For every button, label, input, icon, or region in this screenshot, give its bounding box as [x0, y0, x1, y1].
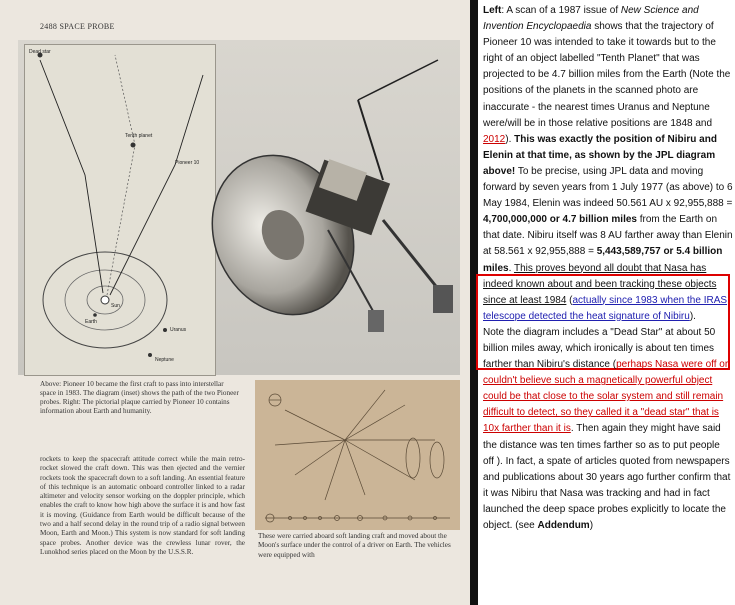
label-uranus: Uranus: [170, 327, 187, 333]
publication-title: New Science and Invention Encyclopaedia: [483, 5, 699, 33]
iras-link[interactable]: actually since 1983 when the IRAS telescope detected the heat signature of Nibiru: [483, 294, 728, 322]
commentary-paragraph-2: [483, 325, 733, 534]
p2-red-statement: perhaps Nasa were off or couldn't believe such a magnetically powerful object could be that close to the solar system and still remain difficult to detect, so they called it a "dead star" that is 10x farther than it is: [483, 359, 729, 435]
spacecraft-svg: [208, 40, 460, 375]
p1-text-f: .: [508, 262, 514, 274]
commentary-paragraph-1: [483, 3, 733, 325]
p1-text-h: ).: [689, 310, 696, 322]
figure-caption: Above: Pioneer 10 became the first craft to pass into interstellar space in 1983. The diagram (inset) shows the path of the two Pioneer probes. Right: The pictorial plaque carried by Pioneer 10 contains information about Earth and humanity.: [40, 380, 239, 415]
p1-text-e: from the Earth on that date. Nibiru itself was 8 AU farther away than Elenin at 58.561 x 92,955,888 =: [483, 214, 733, 258]
p1-text-c: ).: [505, 133, 515, 145]
article-body-left: rockets to keep the spacecraft attitude correct while the main retro-rocket slowed the craft down. This was then ejected and the vernier rockets took the spacecraft down to a soft landing. An essential feature of this technique is an automatic onboard controller linked to a radar altimeter and velocity sensor working on the doppler principle, which enables the craft to know how high above the surface it is and how fast it is moving. (Guidance from Earth would be difficult because of the two and a half second delay in the round trip of a radio signal between Moon, Earth and Moon.) This system is now standard for soft landing space probes. Another device was the crewless lunar rover, the Lunokhod series placed on the Moon by the U.S.S.R.: [40, 455, 245, 556]
p1-text-g: (: [566, 294, 573, 306]
label-neptune: Neptune: [155, 357, 174, 363]
p1-text-d: To be precise, using JPL data and moving forward by seven years from 1 July 1977 (as above) to 6 May 1984, Elenin was indeed 50.561 AU x 92,955,888 =: [483, 165, 733, 210]
addendum-link[interactable]: Addendum: [537, 520, 590, 531]
left-label: Left: [483, 5, 502, 16]
p1-bold-claim: This was exactly the position of Nibiru and Elenin at that time, as shown by the JPL diagram above!: [483, 133, 717, 177]
label-dead-star: Dead star: [29, 49, 51, 55]
year-2012: 2012: [483, 133, 506, 145]
article-body-right: These were carried aboard soft landing craft and moved about the Moon's surface under the control of a driver on Earth. The vehicles were equipped with: [258, 532, 451, 559]
p1-bold-distance: 4,700,000,000 or 4.7 billion miles: [483, 214, 637, 226]
pioneer-spacecraft-illustration: [208, 40, 460, 375]
label-sun: Sun: [111, 303, 120, 309]
label-pioneer10: Pioneer 10: [175, 160, 200, 166]
trajectory-svg: [25, 45, 215, 375]
commentary-text: [483, 3, 733, 534]
trajectory-diagram: [24, 44, 216, 376]
p2-text-a: Note the diagram includes a "Dead Star" at about 50 billion miles away, which ironically is about ten times farther than Nibiru's distance (: [483, 326, 716, 371]
p1-proof-statement: This proves beyond all doubt that Nasa has indeed known about and been tracking these objects since at least 1984: [483, 262, 717, 306]
p2-text-c: ): [589, 520, 594, 531]
pioneer-plaque-image: [255, 380, 460, 530]
label-earth: Earth: [85, 319, 97, 325]
label-tenth-planet: Tenth planet: [125, 133, 153, 139]
p1-bold-distance-2: 5,443,589,757 or 5.4 billion miles: [483, 246, 723, 274]
p2-text-b: . Then again they might have said the distance was ten times farther so as to put people off ). In fact, a spate of articles quoted from newspapers and publications about 30 years ago further confirm that it was Nibiru that Nasa was tracking and had in fact launched the deep space probes explicitly to locate the object. (see: [483, 423, 731, 531]
page-header: 2488 SPACE PROBE: [40, 22, 115, 31]
p1-text-b: shows that the trajectory of Pioneer 10 was intended to take it towards but to the right of an object labelled "Tenth Planet" that was projected to be 4.7 billion miles from the Earth (Note the positions of the planets in the scanned photo are inaccurate - the nearest times Uranus and Neptune were/will be in those relative positions are 1848 and: [483, 21, 731, 129]
p1-text-a: : A scan of a 1987 issue of: [501, 5, 621, 16]
figure-area: [18, 40, 460, 375]
plaque-svg: [255, 380, 460, 530]
